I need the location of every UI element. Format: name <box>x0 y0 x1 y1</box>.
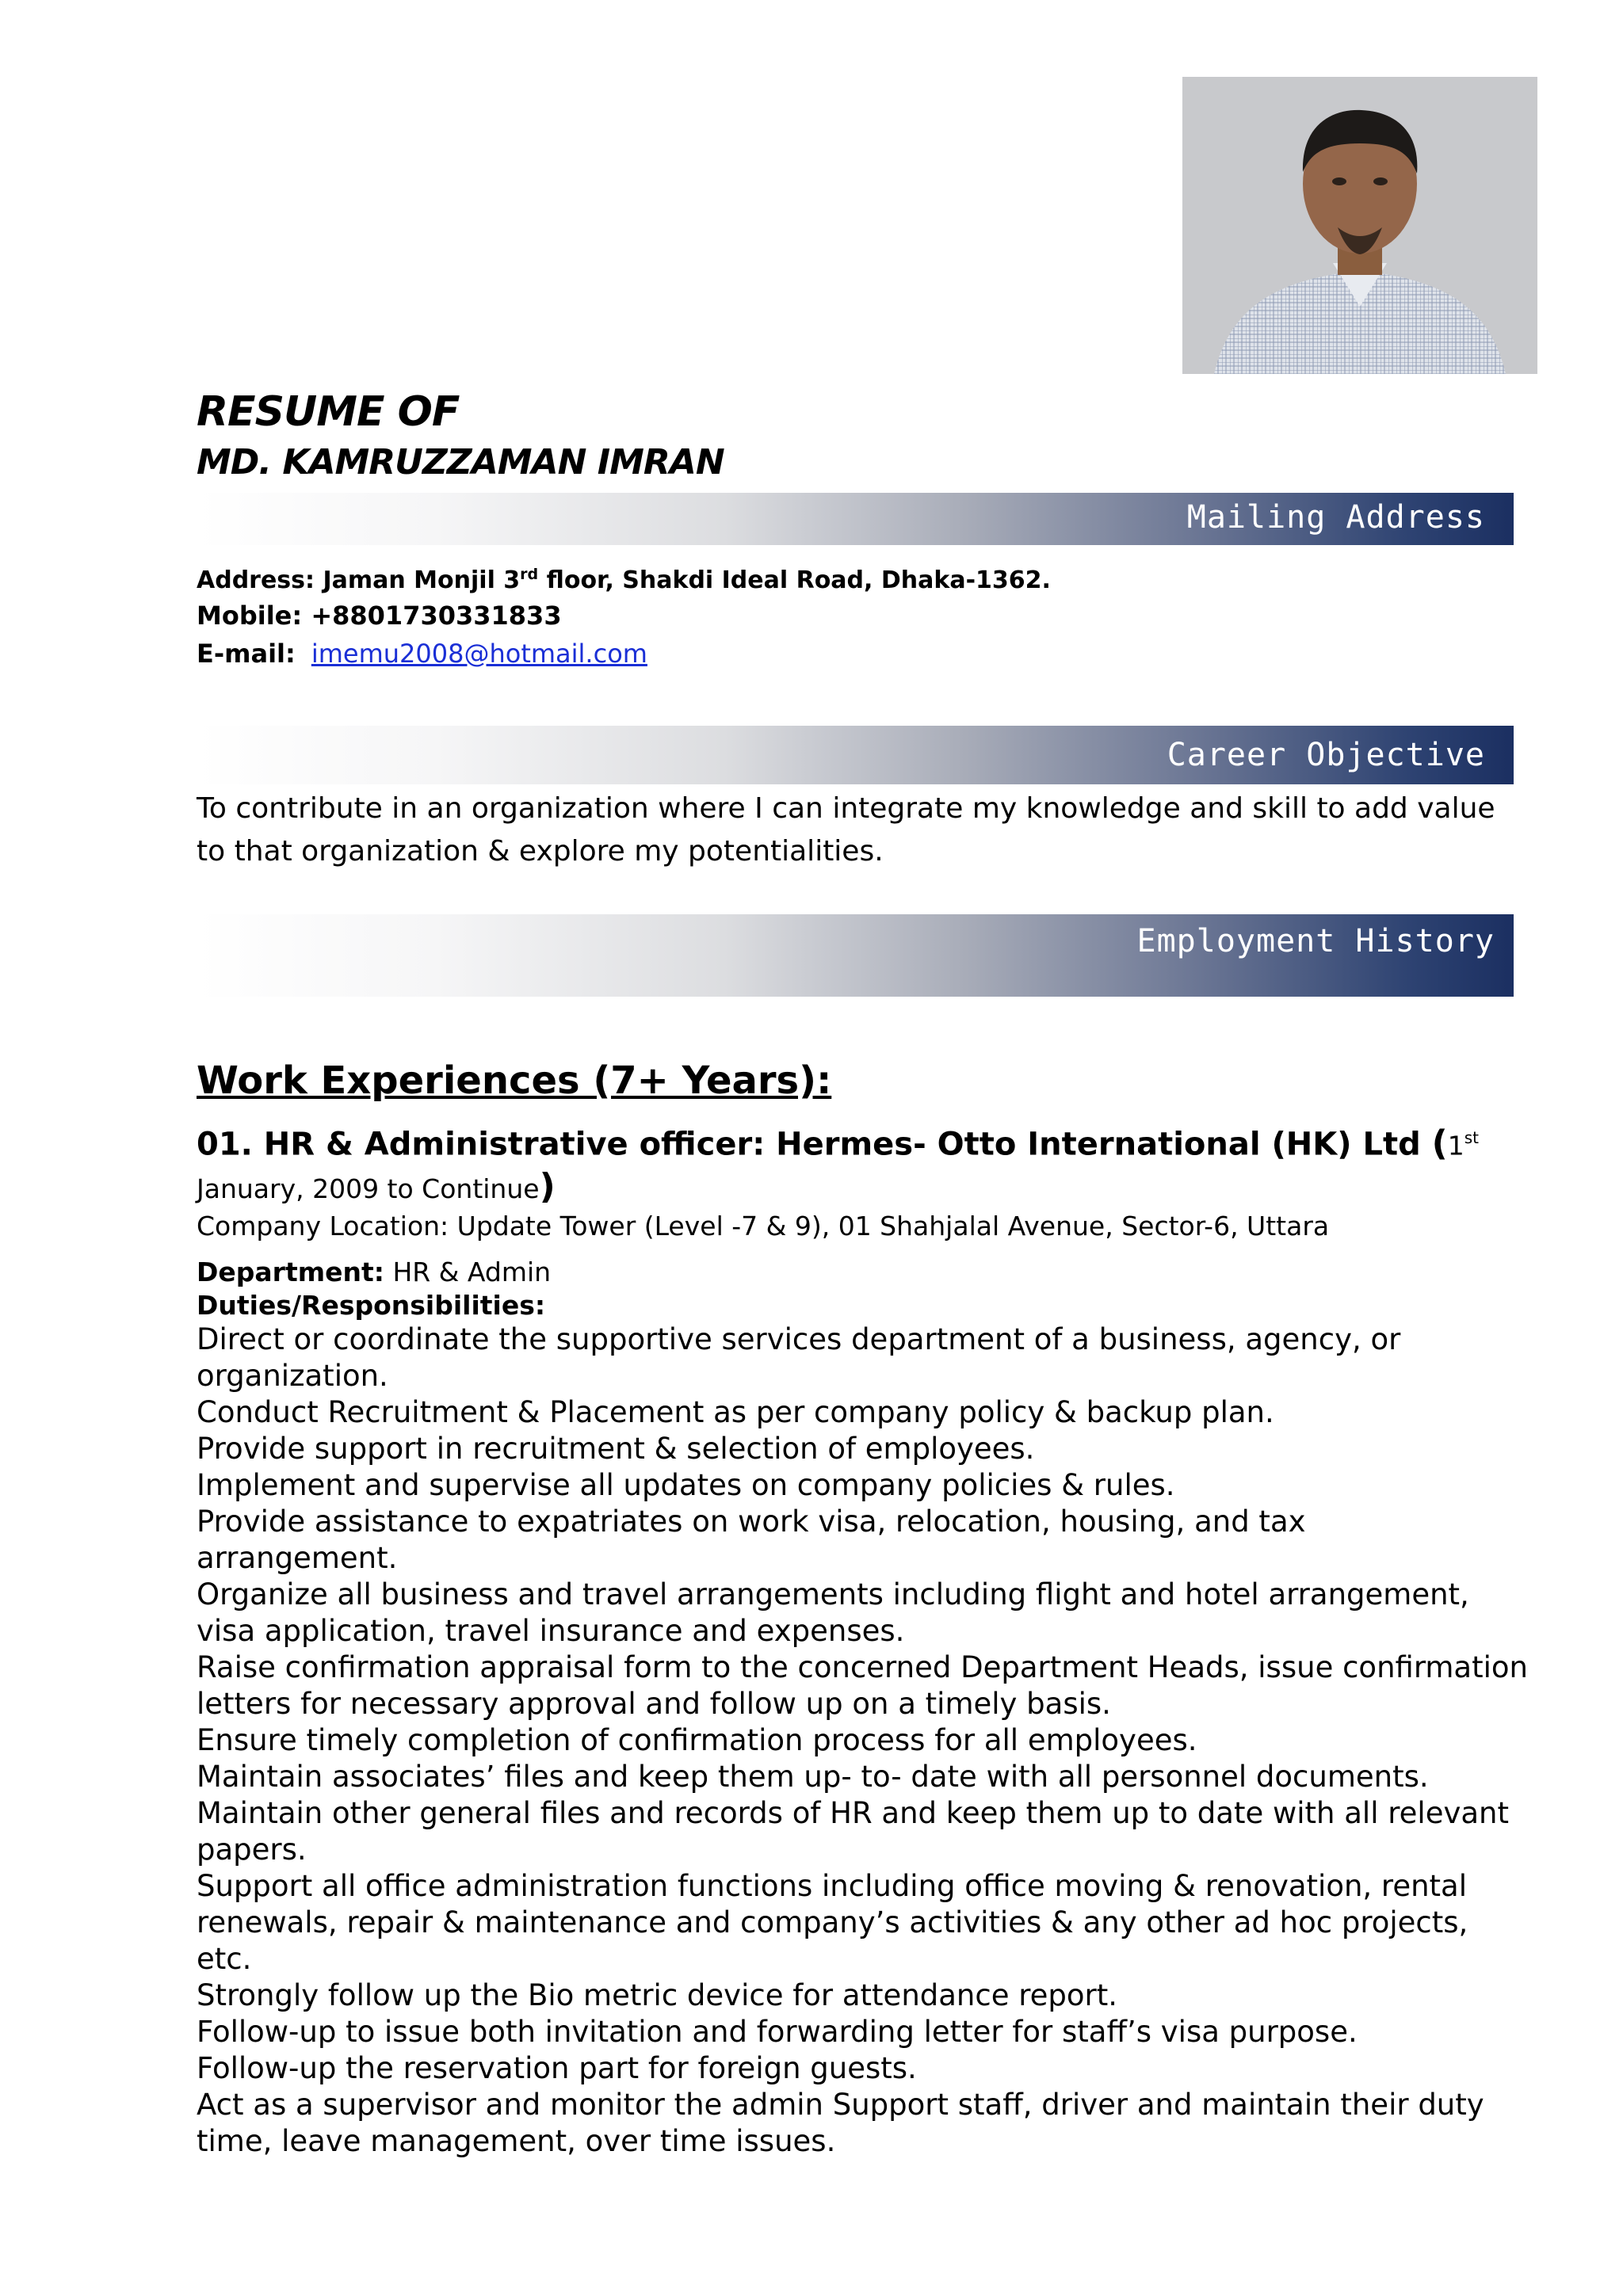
job-date-range: January, 2009 to Continue <box>197 1173 540 1205</box>
department-label: Department: <box>197 1257 384 1287</box>
candidate-name: MD. KAMRUZZAMAN IMRAN <box>197 442 724 482</box>
email-label: E-mail: <box>197 639 296 669</box>
duties-label: Duties/Responsibilities: <box>197 1290 546 1321</box>
person-photo-icon <box>1182 77 1537 374</box>
mobile-value: : +8801730331833 <box>292 601 562 631</box>
mobile-label: Mobile <box>197 601 292 631</box>
duty-item: Strongly follow up the Bio metric device for attendance report. <box>197 1978 1118 2012</box>
duty-item: Maintain other general files and records of HR and keep them up to date with all relevant papers. <box>197 1796 1518 1867</box>
job-date-close-paren: ) <box>539 1166 556 1207</box>
section-bar-mailing-address <box>198 493 1514 545</box>
address-line <box>197 566 1051 594</box>
duty-item: Direct or coordinate the supportive services department of a business, agency, or organization. <box>197 1322 1411 1393</box>
duty-item: Implement and supervise all updates on company policies & rules. <box>197 1468 1175 1502</box>
duty-item: Provide assistance to expatriates on work visa, relocation, housing, and tax arrangement. <box>197 1505 1334 1575</box>
section-title-mailing-address: Mailing Address <box>1186 499 1485 536</box>
resume-title: RESUME OF <box>197 388 460 436</box>
address-superscript: rd <box>520 566 539 583</box>
section-title-career-objective: Career Objective <box>1167 737 1485 773</box>
job-title-line <box>197 1117 1528 1210</box>
email-link[interactable]: imemu2008@hotmail.com <box>311 639 647 669</box>
duty-item: Raise confirmation appraisal form to the concerned Department Heads, issue confirmation letters for necessary approval and follow up on a timely basis. <box>197 1650 1537 1721</box>
duty-item: Support all office administration functions including office moving & renovation, rental renewals, repair & maintenance and company’s activities & any other ad hoc projects, etc. <box>197 1869 1478 1976</box>
duty-item: Follow-up the reservation part for foreign guests. <box>197 2051 917 2085</box>
job-date-superscript: st <box>1464 1128 1480 1147</box>
duty-item: Provide support in recruitment & selection of employees. <box>197 1432 1035 1466</box>
duty-item: Conduct Recruitment & Placement as per company policy & backup plan. <box>197 1395 1274 1429</box>
duty-item: Act as a supervisor and monitor the admin Support staff, driver and maintain their duty time, leave management, over time issues. <box>197 2088 1494 2158</box>
duty-item: Ensure timely completion of confirmation process for all employees. <box>197 1723 1197 1757</box>
duties-list <box>197 1322 1537 2160</box>
section-bar-career-objective <box>198 726 1514 784</box>
duty-item: Follow-up to issue both invitation and forwarding letter for staff’s visa purpose. <box>197 2015 1358 2049</box>
job-title: 01. HR & Administrative officer: Hermes- Otto International (HK) Ltd <box>197 1126 1432 1163</box>
department-line <box>197 1257 551 1287</box>
mobile-line <box>197 601 562 631</box>
profile-photo <box>1182 77 1537 374</box>
department-value: HR & Admin <box>384 1257 552 1287</box>
duty-item: Organize all business and travel arrangements including flight and hotel arrangement, visa application, travel insurance and expenses. <box>197 1577 1479 1648</box>
job-date-open-paren: ( <box>1431 1123 1448 1164</box>
section-title-employment-history: Employment History <box>1136 923 1495 959</box>
duty-item: Maintain associates’ files and keep them up- to- date with all personnel documents. <box>197 1760 1429 1794</box>
job-date-start: 1 <box>1447 1130 1465 1161</box>
career-objective-text: To contribute in an organization where I can integrate my knowledge and skill to add value to that organization & explore my potentialities. <box>197 792 1495 868</box>
work-experience-heading: Work Experiences (7+ Years): <box>197 1058 832 1103</box>
section-bar-employment-history <box>198 914 1514 997</box>
email-line <box>197 639 647 669</box>
address-text: Address: Jaman Monjil 3 <box>197 566 521 594</box>
company-location: Company Location: Update Tower (Level -7 & 9), 01 Shahjalal Avenue, Sector-6, Uttara <box>197 1211 1330 1241</box>
address-text-end: floor, Shakdi Ideal Road, Dhaka-1362. <box>538 566 1051 594</box>
